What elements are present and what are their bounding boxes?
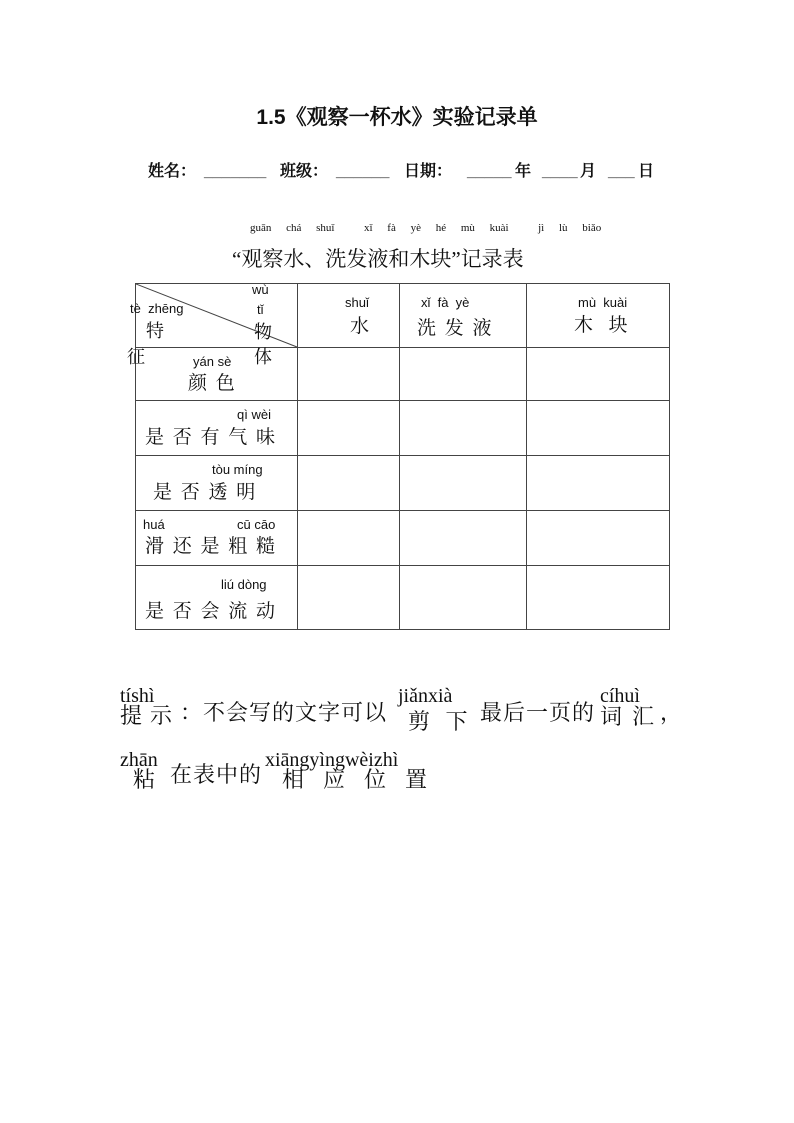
header-zheng-char: 征: [127, 347, 145, 367]
tip-jianxia: 剪 下: [408, 709, 468, 734]
header-ti-char: 体: [254, 347, 272, 367]
table-cell: [400, 456, 527, 511]
tip-cihui-pinyin: cíhuì: [600, 685, 640, 707]
name-label: 姓名：: [148, 163, 197, 180]
column-water-label: 水: [350, 316, 372, 337]
tip-tishi-pinyin: tíshì: [120, 685, 155, 707]
class-blank: ______: [336, 163, 390, 180]
tip-xiangying: 相 应 位 置: [282, 767, 428, 792]
header-tezheng-pinyin: tè zhēng: [130, 301, 184, 316]
month-label: 月: [580, 163, 597, 180]
table-title-pinyin: guān chá shuǐ xǐ fà yè hé mù kuài jì lù biǎo: [250, 222, 602, 234]
table-title: “观察水、洗发液和木块”记录表: [232, 247, 524, 271]
row-smell-pinyin: qì wèi: [237, 407, 271, 422]
row-texture-pinyin-left: huá: [143, 517, 165, 532]
table-cell: [298, 401, 400, 456]
class-label: 班级：: [280, 163, 329, 180]
row-transparent-label: 是 否 透 明: [153, 482, 258, 503]
header-wu-char: 物: [254, 322, 272, 342]
page-title: 1.5《观察一杯水》实验记录单: [256, 106, 538, 129]
row-color-pinyin: yán sè: [193, 354, 232, 369]
row-smell-label: 是 否 有 气 味: [145, 427, 278, 448]
table-cell: [527, 511, 670, 566]
month-blank: ____: [542, 163, 578, 180]
name-blank: _______: [204, 163, 267, 180]
tip-zhan-pinyin: zhān: [120, 749, 158, 771]
table-cell: [527, 401, 670, 456]
table-cell: [527, 456, 670, 511]
date-label: 日期：: [404, 163, 453, 180]
table-cell: [298, 566, 400, 630]
tip-text-3: 在表中的: [170, 762, 263, 787]
table-cell: [298, 456, 400, 511]
table-cell: [298, 348, 400, 401]
day-blank: ___: [608, 163, 635, 180]
column-shampoo-label: 洗 发 液: [417, 318, 494, 339]
tip-zhan: 粘: [133, 767, 156, 792]
year-label: 年: [515, 163, 532, 180]
tip-comma: ，: [660, 700, 683, 725]
table-cell: [400, 566, 527, 630]
row-flow-pinyin: liú dòng: [221, 577, 267, 592]
tip-text-1: ：不会写的文字可以: [180, 700, 388, 725]
row-transparent-pinyin: tòu míng: [212, 462, 263, 477]
tip-text-2: 最后一页的: [480, 700, 596, 725]
row-texture-pinyin-right: cū cāo: [237, 517, 276, 532]
table-cell: [527, 348, 670, 401]
column-wood-label: 木 块: [574, 315, 630, 336]
table-cell: [400, 511, 527, 566]
tip-tishi: 提示: [120, 703, 181, 728]
tip-cihui: 词汇: [600, 704, 665, 729]
table-cell: [400, 348, 527, 401]
table-cell: [298, 511, 400, 566]
column-shampoo-pinyin: xǐ fà yè: [421, 295, 470, 310]
row-flow-label: 是 否 会 流 动: [145, 601, 278, 622]
column-wood-pinyin: mù kuài: [578, 295, 628, 310]
header-ti-pinyin: tǐ: [257, 302, 264, 317]
header-te-char: 特: [146, 321, 164, 341]
header-wu-pinyin: wù: [252, 282, 269, 297]
table-cell: [527, 566, 670, 630]
year-blank: _____: [467, 163, 512, 180]
row-texture-label: 滑 还 是 粗 糙: [145, 536, 278, 557]
row-color-label: 颜 色: [188, 373, 237, 394]
day-label: 日: [638, 163, 655, 180]
table-cell: [400, 401, 527, 456]
column-water-pinyin: shuǐ: [345, 295, 369, 310]
tip-xiangying-pinyin: xiāngyìngwèizhì: [265, 749, 399, 771]
tip-jianxia-pinyin: jiǎnxià: [398, 685, 453, 707]
header-cell-water: [298, 284, 400, 348]
